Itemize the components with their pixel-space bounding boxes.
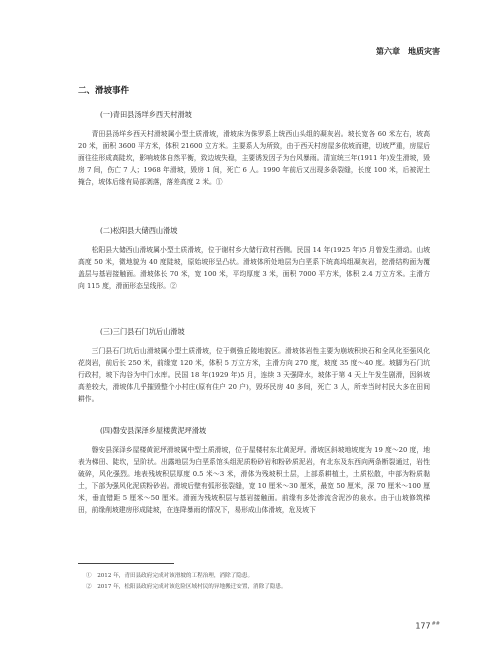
chapter-header: 第六章 地质灾害 xyxy=(376,47,440,56)
subsection-paragraph: 三门县石门坑后山滑坡属小型土质滑坡，位于剃強丘陵地貌区。滑坡体岩性主要为崩坡积块石和全风化至强风化花岗岩，前后长 250 米，前缘宽 120 米，体积 5 万立方米，主滑方向 270 度，坡度 35 度～40 度。坡脚为石门坑行政村，坡下沟谷为中门水库。民国 18 年(1929 年)5 月，连续 3 天强降水，坡体于第 4 天上午发生剧滑，因斜坡高差较大，滑坡体几乎摧毁整个小村庄(原有住户 20 户)，毁坏民房 40 多间，死亡 3 人，所幸当时村民大多在田间耕作。 xyxy=(78,347,430,403)
page-number xyxy=(415,621,440,631)
subsection-paragraph: 松阳县大储西山滑坡属小型土质滑坡，位于谢村乡大储行政村西侧。民国 14 年(1925 年)5 月曾发生滑动。山坡高度 50 米，微地貌为 40 度陡坡，原始坡形呈凸状。滑坡体所处地层为白垩系下统高坞组凝灰岩，挖滑结构面为覆盖层与基岩接触面。滑坡体长 70 米，宽 100 米，平均厚度 3 米，面积 7000 平方米，体积 2.4 万立方米。主滑方向 115 度，滑面形态呈线形。② xyxy=(78,246,430,290)
subsection-heading: (四)磐安县深泽乡屋楼黄泥坪滑坡 xyxy=(100,426,207,435)
page-number-mark: ## xyxy=(431,621,440,627)
footnote: ② 2017 年，松阳县政府完成对该危险区域村民的异地搬迁安置，消除了隐患。 xyxy=(86,583,287,590)
footnote: ① 2012 年，青田县政府完成对该滑坡的工程治理，消除了隐患。 xyxy=(86,573,254,579)
section-title: 二、滑坡事件 xyxy=(78,86,130,96)
footnotes xyxy=(86,571,426,592)
subsection-paragraph: 青田县汤垟乡西天村滑坡属小型土质滑坡，滑坡床为侏罗系上统西山头组的凝灰岩。坡长宽各 60 米左右，坡高 20 米，面积 3600 平方米，体积 21600 立方米。主要系人为所致，由于西天村房屋多依坡而建，切坡严重，房屋后面往往形成高陡坎，影响坡体自然平衡，致边坡失稳，主要诱发因子为台风暴雨。清宣统三年(1911 年)发生滑坡，毁房 7 间，伤亡 7 人；1968 年滑坡，毁房 1 间，死亡 6 人。1990 年前后又出现多条裂缝，长度 100 米，后被泥土掩合，坡体后缘有局部剥落，落差高度 2 米。① xyxy=(78,130,430,186)
subsection-heading: (二)松阳县大储西山滑坡 xyxy=(100,226,178,235)
subsection-heading: (一)青田县汤垟乡西天村滑坡 xyxy=(100,110,192,119)
footnote-rule xyxy=(78,563,174,564)
subsection-heading: (三)三门县石门坑后山滑坡 xyxy=(100,327,185,336)
subsection-paragraph: 磐安县深泽乡屋楼黄泥坪滑坡属中型土质滑坡，位于屋楼村东北黄泥坪。滑坡区斜坡地坡度为 19 度～20 度，地表为梯田、陡坎，呈阶状。出露地层为白垩系馆头组泥质粉砂岩和粉砂质泥岩，有北东及东西向两条断裂通过，岩性破碎，风化强烈。地表残坡积层厚度 0.5 米～3 米，滑体为残坡积土层，上部系耕植土，土质松散，中部为粉质黏土，下部为强风化泥质粉砂岩。滑坡后壁有弧形张裂缝，宽 10 厘米～30 厘米，最宽 50 厘米，深 70 厘米～100 厘米，垂直错距 5 厘米～50 厘米。滑面为残坡积层与基岩接触面。前缘有多处渗流含泥沙的泉水。由于山坡修筑梯田，前缘削坡建房形成陡坡，在连降暴雨的情况下，易形成山体滑坡，危及坡下 xyxy=(78,446,430,514)
page-number-value: 177 xyxy=(415,621,431,631)
